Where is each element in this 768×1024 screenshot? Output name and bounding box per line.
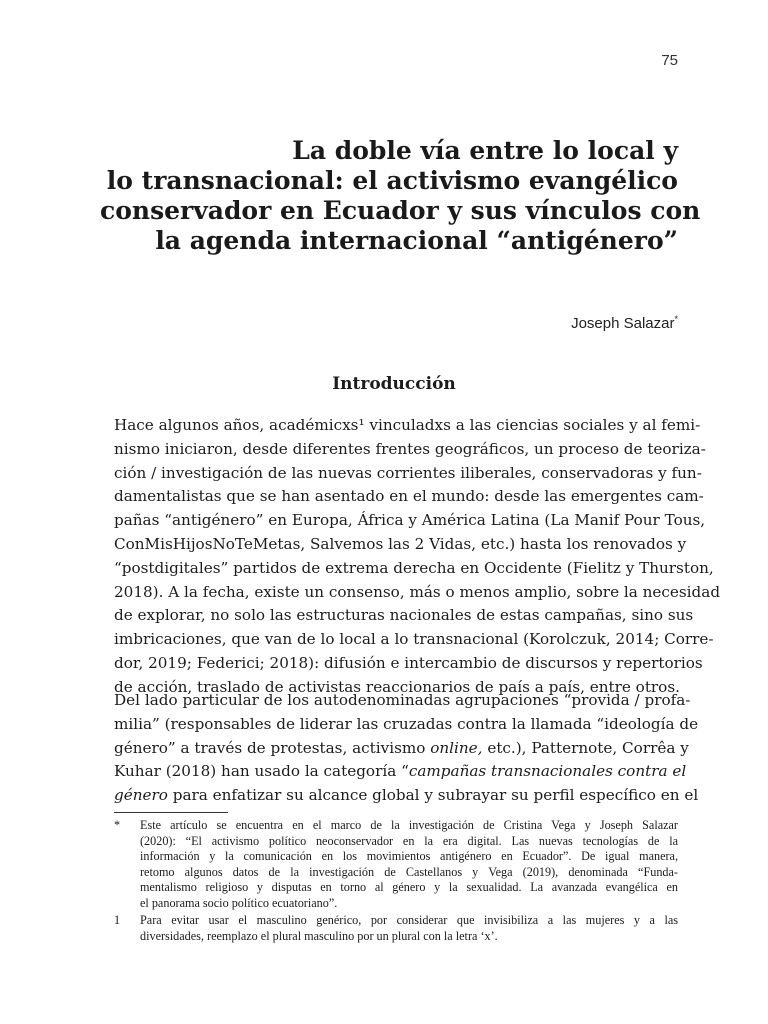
text-line: Hace algunos años, académicxs¹ vinculadxs a las ciencias sociales y al femi- [114,416,701,434]
footnote-mark: * [114,818,121,832]
text-line [114,760,687,784]
text-line: de acción, traslado de activistas reaccionarios de país a país, entre otros. [114,677,680,696]
text-line [114,784,699,808]
text-line: dor, 2019; Federici; 2018): difusión e intercambio de discursos y repertorios [114,653,703,672]
text-segment: para enfatizar su alcance global y subrayar su perfil específico en el [167,786,699,805]
text-line: pañas “antigénero” en Europa, África y América Latina (La Manif Pour Tous, [114,511,706,530]
text-line: nismo iniciaron, desde diferentes frentes geográficos, un proceso de teoriza- [114,439,706,458]
footnote-line: mentalismo religioso y disputas en torno al género y la sexualidad. La avanzada evangélica en [140,880,678,894]
text-line: “postdigitales” partidos de extrema derecha en Occidente (Fielitz y Thurston, [114,558,714,577]
text-line: de explorar, no solo las estructuras nacionales de estas campañas, sino sus [114,606,694,625]
text-line: ción / investigación de las nuevas corrientes iliberales, conservadoras y fun- [114,463,702,482]
author-name: Joseph Salazar [571,315,675,332]
footnote-line: diversidades, reemplazo el plural masculino por un plural con la letra ‘x’. [140,928,498,943]
article-title [100,136,701,256]
text-segment: etc.), Patternote, Corrêa y [482,738,689,757]
footnote-divider [114,812,228,813]
footnote-line: retomo algunos datos de la investigación de Castellanos y Vega (2019), denominada “Funda- [140,864,678,879]
italic-term: género [114,786,168,805]
footnote-line: información y la comunicación en los movimientos antigénero en Ecuador”. De igual manera, [140,849,678,863]
text-line: ConMisHijosNoTeMetas, Salvemos las 2 Vidas, etc.) hasta los renovados y [114,534,687,553]
text-segment: género” a través de protestas, activismo [114,738,431,757]
text-line: 2018). A la fecha, existe un consenso, más o menos amplio, sobre la necesidad [114,582,721,601]
page-number: 75 [661,52,678,69]
text-line: imbricaciones, que van de lo local a lo transnacional (Korolczuk, 2014; Corre- [114,630,714,649]
title-line: lo transnacional: el activismo evangélico [106,166,678,195]
footnote-mark: 1 [114,913,121,927]
title-line: la agenda internacional “antigénero” [155,226,678,255]
footnote-text [140,818,678,911]
paragraph-campaigns [114,689,699,808]
italic-term: campañas transnacionales contra el [408,762,687,781]
author-byline [571,314,678,332]
footnote-line: Para evitar usar el masculino genérico, por considerar que invisibiliza a las mujeres y a las [140,913,678,927]
footnote-author [114,818,678,911]
footnote-line: Este artículo se encuentra en el marco de la investigación de Cristina Vega y Joseph Salazar [140,818,678,832]
text-line [114,737,689,761]
text-segment: Kuhar (2018) han usado la categoría “ [114,762,409,781]
title-line: conservador en Ecuador y sus vínculos con [100,196,701,225]
footnote-1 [114,913,678,944]
section-heading: Introducción [332,374,456,394]
text-line: milia” (responsables de liderar las cruzadas contra la llamada “ideología de [114,714,699,733]
text-line: Del lado particular de los autodenominadas agrupaciones “provida / profa- [114,691,691,709]
italic-term: online, [430,738,483,757]
footnotes [114,818,678,946]
footnote-line: (2020): “El activismo político neoconservador en la era digital. Las nuevas tecnologías de la [140,833,678,848]
title-line: La doble vía entre lo local y [292,136,678,165]
author-footnote-mark: * [674,314,678,324]
footnote-line: el panorama socio político ecuatoriano”. [140,895,338,910]
text-line: damentalistas que se han asentado en el mundo: desde las emergentes cam- [114,487,704,506]
footnote-text [140,913,678,944]
